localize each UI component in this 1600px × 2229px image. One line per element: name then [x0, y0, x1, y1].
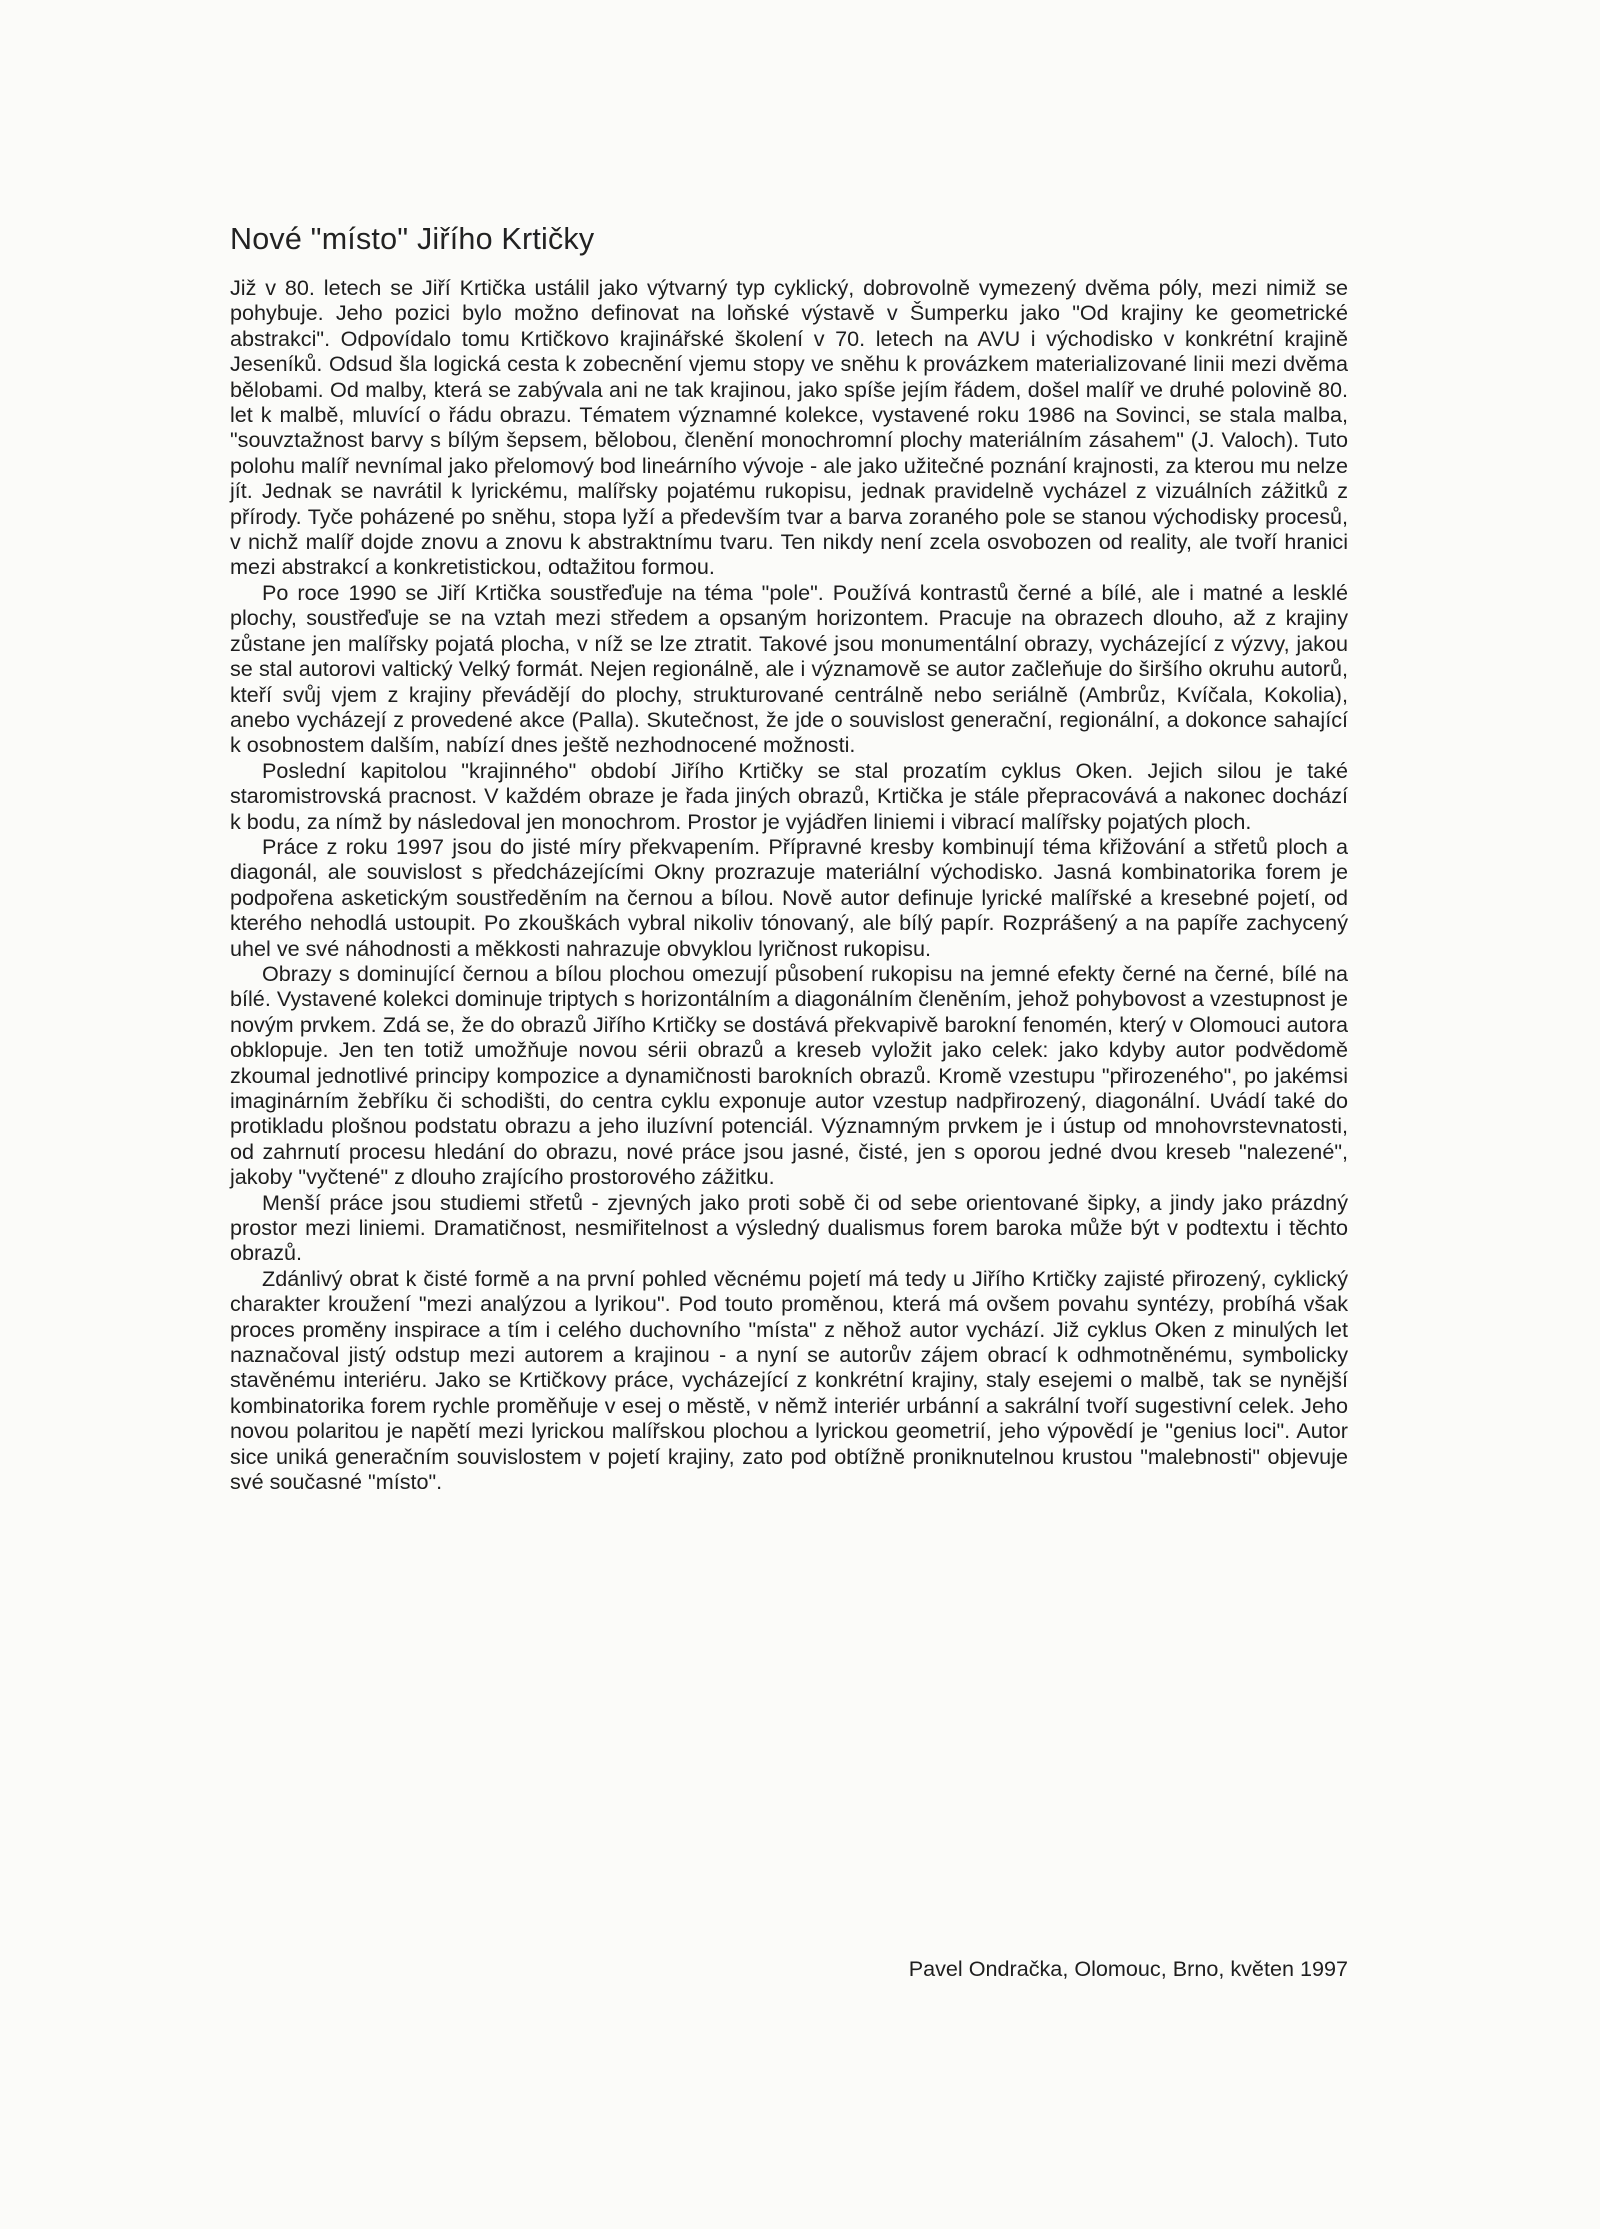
page-title: Nové "místo" Jiřího Krtičky [230, 222, 595, 256]
paragraph: Obrazy s dominující černou a bílou plochou omezují působení rukopisu na jemné efekty černé na černé, bílé na bílé. Vystavené kolekci dominuje triptych s horizontálním a diagonálním členěním, jehož pohybovost a vzestupnost je novým prvkem. Zdá se, že do obrazů Jiřího Krtičky se dostává překvapivě barokní fenomén, který v Olomouci autora obklopuje. Jen ten totiž umožňuje novou sérii obrazů a kreseb vyložit jako celek: jako kdyby autor podvědomě zkoumal jednotlivé principy kompozice a dynamičnosti barokních obrazů. Kromě vzestupu "přirozeného", po jakémsi imaginárním žebříku či schodišti, do centra cyklu exponuje autor vzestup nadpřirozený, diagonální. Uvádí také do protikladu plošnou podstatu obrazu a jeho iluzívní potenciál. Významným prvkem je i ústup od mnohovrstevnatosti, od zahrnutí procesu hledání do obrazu, nové práce jsou jasné, čisté, jen s oporou jedné dvou kreseb "nalezené", jakoby "vyčtené" z dlouho zrajícího prostorového zážitku. [230, 960, 1348, 1190]
author-signature: Pavel Ondračka, Olomouc, Brno, květen 1997 [908, 1956, 1348, 1981]
paragraph: Již v 80. letech se Jiří Krtička ustálil jako výtvarný typ cyklický, dobrovolně vymezený dvěma póly, mezi nimiž se pohybuje. Jeho pozici bylo možno definovat na loňské výstavě v Šumperku jako "Od krajiny ke geometrické abstrakci". Odpovídalo tomu Krtičkovo krajinářské školení v 70. letech na AVU i východisko v konkrétní krajině Jeseníků. Odsud šla logická cesta k zobecnění vjemu stopy ve sněhu k provázkem materializované linii mezi dvěma bělobami. Od malby, která se zabývala ani ne tak krajinou, jako spíše jejím řádem, došel malíř ve druhé polovině 80. let k malbě, mluvící o řádu obrazu. Tématem významné kolekce, vystavené roku 1986 na Sovinci, se stala malba, "souvztažnost barvy s bílým šepsem, bělobou, členění monochromní plochy materiálním zásahem" (J. Valoch). Tuto polohu malíř nevnímal jako přelomový bod lineárního vývoje - ale jako užitečné poznání krajnosti, za kterou mu nelze jít. Jednak se navrátil k lyrickému, malířsky pojatému rukopisu, jednak pravidelně vycházel z vizuálních zážitků z přírody. Tyče poházené po sněhu, stopa lyží a především tvar a barva zoraného pole se stanou východisky procesů, v nichž malíř dojde znovu a znovu k abstraktnímu tvaru. Ten nikdy není zcela osvobozen od reality, ale tvoří hranici mezi abstrakcí a konkretistickou, odtažitou formou. [230, 275, 1348, 580]
article-body [230, 275, 1348, 1495]
paragraph: Poslední kapitolou "krajinného" období Jiřího Krtičky se stal prozatím cyklus Oken. Jejich silou je také staromistrovská pracnost. V každém obraze je řada jiných obrazů, Krtička je stále přepracovává a nakonec dochází k bodu, za nímž by následoval jen monochrom. Prostor je vyjádřen liniemi i vibrací malířsky pojatých ploch. [230, 757, 1348, 834]
paragraph: Zdánlivý obrat k čisté formě a na první pohled věcnému pojetí má tedy u Jiřího Krtičky zajisté přirozený, cyklický charakter kroužení "mezi analýzou a lyrikou". Pod touto proměnou, která má ovšem povahu syntézy, probíhá však proces proměny inspirace a tím i celého duchovního "místa" z něhož autor vychází. Již cyklus Oken z minulých let naznačoval jistý odstup mezi autorem a krajinou - a nyní se autorův zájem obrací k odhmotněnému, symbolicky stavěnému interiéru. Jako se Krtičkovy práce, vycházející z konkrétní krajiny, staly esejemi o malbě, tak se nynější kombinatorika forem rychle proměňuje v esej o městě, v němž interiér urbánní a sakrální tvoří sugestivní celek. Jeho novou polaritou je napětí mezi lyrickou malířskou plochou a lyrickou geometrií, jeho výpovědí je "genius loci". Autor sice uniká generačním souvislostem v pojetí krajiny, zato pod obtížně proniknutelnou krustou "malebnosti" objevuje své současné "místo". [230, 1265, 1348, 1495]
paragraph: Po roce 1990 se Jiří Krtička soustřeďuje na téma "pole". Používá kontrastů černé a bílé, ale i matné a lesklé plochy, soustřeďuje se na vztah mezi středem a opsaným horizontem. Pracuje na obrazech dlouho, až z krajiny zůstane jen malířsky pojatá plocha, v níž se lze ztratit. Takové jsou monumentální obrazy, vycházející z výzvy, jakou se stal autorovi valtický Velký formát. Nejen regionálně, ale i významově se autor začleňuje do širšího okruhu autorů, kteří svůj vjem z krajiny převádějí do plochy, strukturované centrálně nebo seriálně (Ambrůz, Kvíčala, Kokolia), anebo vycházejí z provedené akce (Palla). Skutečnost, že jde o souvislost generační, regionální, a dokonce sahající k osobnostem dalším, nabízí dnes ještě nezhodnocené možnosti. [230, 579, 1348, 758]
paragraph: Menší práce jsou studiemi střetů - zjevných jako proti sobě či od sebe orientované šipky, a jindy jako prázdný prostor mezi liniemi. Dramatičnost, nesmiřitelnost a výsledný dualismus forem baroka může být v podtextu i těchto obrazů. [230, 1189, 1348, 1266]
paragraph: Práce z roku 1997 jsou do jisté míry překvapením. Přípravné kresby kombinují téma křižování a střetů ploch a diagonál, ale souvislost s předcházejícími Okny prozrazuje materiální východisko. Jasná kombinatorika forem je podpořena asketickým soustředěním na černou a bílou. Nově autor definuje lyrické malířské a kresebné pojetí, od kterého nehodlá ustoupit. Po zkouškách vybral nikoliv tónovaný, ale bílý papír. Rozprášený a na papíře zachycený uhel ve své náhodnosti a měkkosti nahrazuje obvyklou lyričnost rukopisu. [230, 833, 1348, 961]
